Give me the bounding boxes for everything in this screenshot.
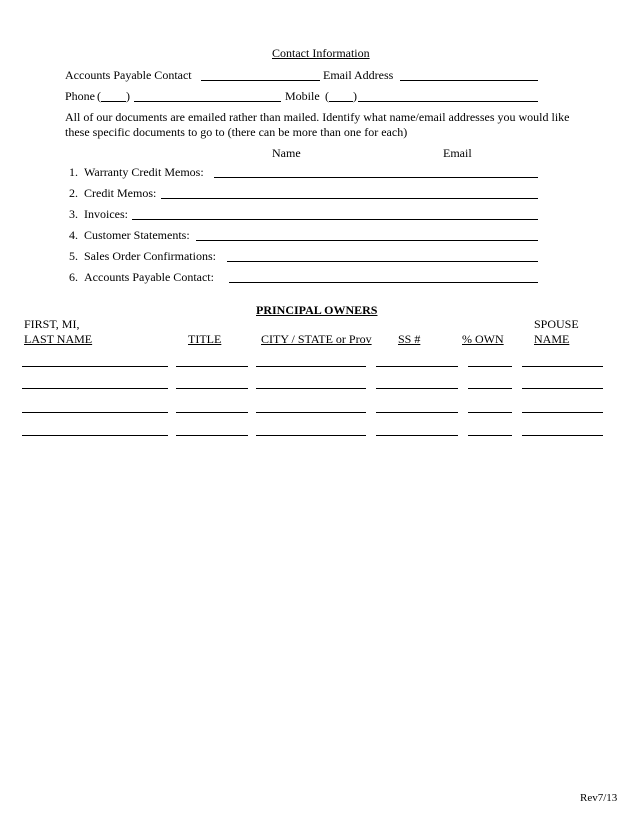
col-spouse-header: SPOUSE: [534, 317, 579, 331]
owner-ssn-field[interactable]: [376, 388, 458, 389]
doc-label-invoices: Invoices:: [84, 207, 128, 221]
owner-title-field[interactable]: [176, 366, 248, 367]
owner-own-field[interactable]: [468, 412, 512, 413]
owner-spouse-name-field[interactable]: [522, 435, 603, 436]
contact-heading: Contact Information: [272, 46, 370, 60]
owner-title-field[interactable]: [176, 412, 248, 413]
owner-last-name-field[interactable]: [22, 412, 168, 413]
phone-area-code-field[interactable]: [101, 101, 126, 102]
ap-contact-label: Accounts Payable Contact: [65, 68, 192, 82]
phone-label: Phone: [65, 89, 95, 103]
owner-spouse-name-field[interactable]: [522, 412, 603, 413]
doc-field-customer-statements[interactable]: [196, 240, 538, 241]
doc-label-warranty-credit-memos: Warranty Credit Memos:: [84, 165, 204, 179]
col-spouse-name-header: NAME: [534, 332, 570, 346]
phone-number-field[interactable]: [134, 101, 281, 102]
owner-spouse-name-field[interactable]: [522, 388, 603, 389]
doc-field-accounts-payable-contact[interactable]: [229, 282, 538, 283]
mobile-area-code-field[interactable]: [329, 101, 353, 102]
doc-field-credit-memos[interactable]: [161, 198, 538, 199]
ap-contact-field[interactable]: [201, 80, 320, 81]
revision-label: Rev7/13: [580, 792, 618, 804]
doc-field-sales-order-confirmations[interactable]: [227, 261, 538, 262]
owner-city-state-field[interactable]: [256, 388, 366, 389]
principal-owners-heading: PRINCIPAL OWNERS: [256, 303, 378, 317]
owner-city-state-field[interactable]: [256, 366, 366, 367]
email-address-field[interactable]: [400, 80, 538, 81]
owner-city-state-field[interactable]: [256, 435, 366, 436]
owner-own-field[interactable]: [468, 366, 512, 367]
column-name-header: Name: [272, 146, 301, 160]
owner-own-field[interactable]: [468, 388, 512, 389]
owner-last-name-field[interactable]: [22, 435, 168, 436]
notice-line-2: these specific documents to go to (there can be more than one for each): [65, 125, 408, 139]
doc-number: 1.: [69, 165, 78, 179]
doc-label-credit-memos: Credit Memos:: [84, 186, 157, 200]
col-ssn-header: SS #: [398, 332, 421, 346]
mobile-label: Mobile: [285, 89, 320, 103]
owner-ssn-field[interactable]: [376, 366, 458, 367]
col-first-mi-header: FIRST, MI,: [24, 317, 80, 331]
doc-number: 5.: [69, 249, 78, 263]
doc-label-sales-order-confirmations: Sales Order Confirmations:: [84, 249, 216, 263]
doc-number: 3.: [69, 207, 78, 221]
mobile-paren-open: (: [325, 89, 329, 103]
phone-paren-close: ): [126, 89, 130, 103]
owner-city-state-field[interactable]: [256, 412, 366, 413]
doc-number: 4.: [69, 228, 78, 242]
owner-ssn-field[interactable]: [376, 435, 458, 436]
owner-spouse-name-field[interactable]: [522, 366, 603, 367]
mobile-number-field[interactable]: [358, 101, 538, 102]
owner-last-name-field[interactable]: [22, 366, 168, 367]
notice-line-1: All of our documents are emailed rather than mailed. Identify what name/email addresses you would like: [65, 110, 570, 124]
phone-paren-open: (: [97, 89, 101, 103]
owner-last-name-field[interactable]: [22, 388, 168, 389]
col-last-name-header: LAST NAME: [24, 332, 93, 346]
col-city-state-header: CITY / STATE or Prov: [261, 332, 372, 346]
owner-own-field[interactable]: [468, 435, 512, 436]
column-email-header: Email: [443, 146, 472, 160]
doc-label-accounts-payable-contact: Accounts Payable Contact:: [84, 270, 214, 284]
doc-field-warranty-credit-memos[interactable]: [214, 177, 538, 178]
col-title-header: TITLE: [188, 332, 222, 346]
doc-number: 2.: [69, 186, 78, 200]
owner-title-field[interactable]: [176, 388, 248, 389]
doc-number: 6.: [69, 270, 78, 284]
mobile-paren-close: ): [353, 89, 357, 103]
col-own-header: % OWN: [462, 332, 504, 346]
doc-field-invoices[interactable]: [132, 219, 538, 220]
email-address-label: Email Address: [323, 68, 394, 82]
owner-title-field[interactable]: [176, 435, 248, 436]
doc-label-customer-statements: Customer Statements:: [84, 228, 190, 242]
owner-ssn-field[interactable]: [376, 412, 458, 413]
